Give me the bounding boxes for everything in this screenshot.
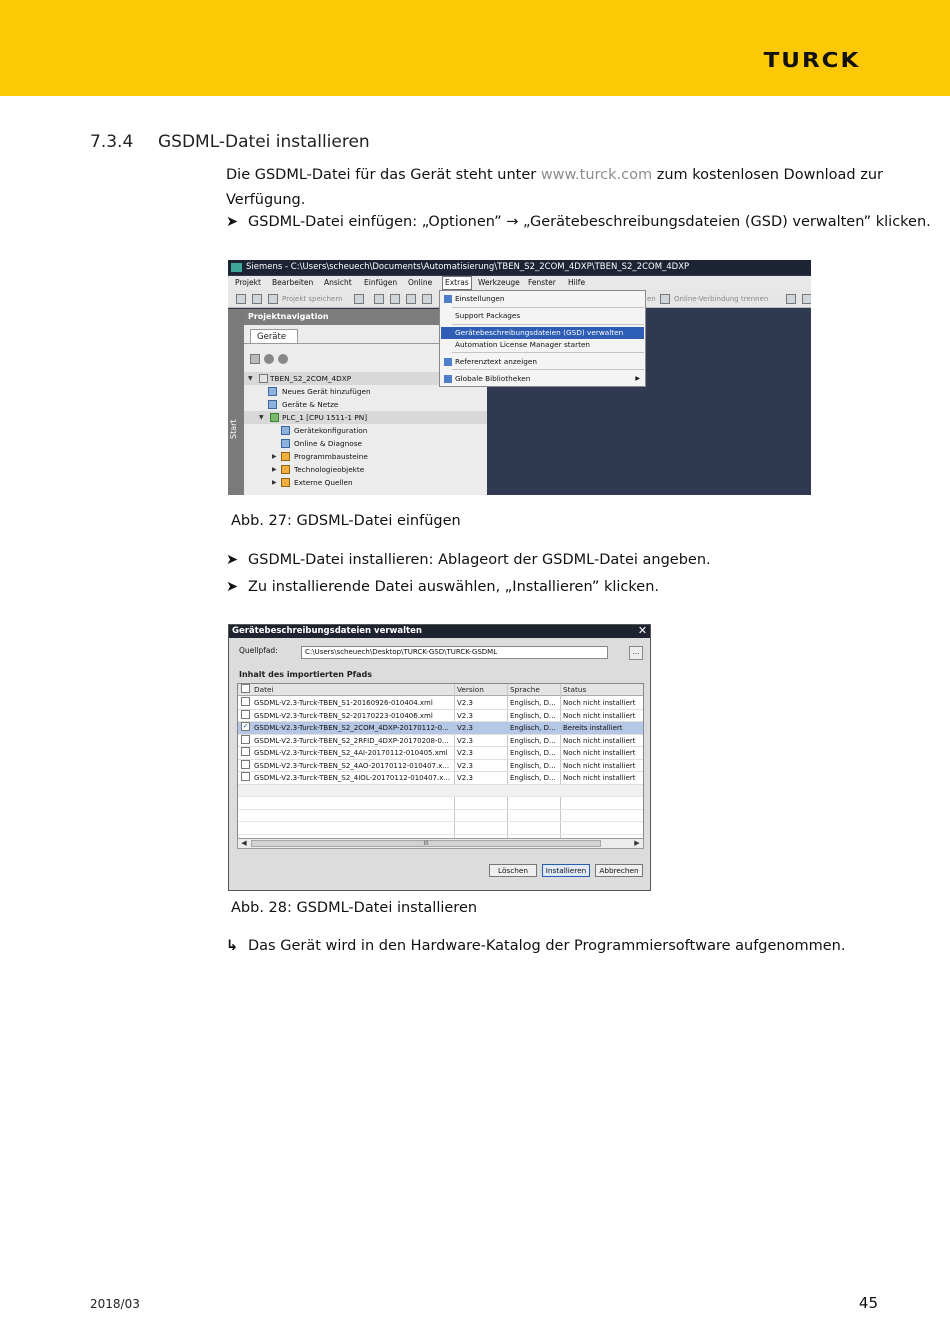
col-language[interactable]: Sprache bbox=[510, 685, 540, 694]
menu-item-global-libraries[interactable] bbox=[441, 373, 644, 385]
delete-icon[interactable] bbox=[422, 294, 432, 304]
footer-date: 2018/03 bbox=[90, 1297, 140, 1311]
intro-text-line2: Verfügung. bbox=[226, 192, 306, 208]
network-icon bbox=[268, 400, 277, 409]
diagnostics-icon bbox=[281, 439, 290, 448]
intro-text: Die GSDML-Datei für das Gerät steht unter bbox=[226, 167, 537, 183]
step-select-file bbox=[226, 577, 659, 597]
cell-version: V2.3 bbox=[457, 761, 473, 770]
cell-version: V2.3 bbox=[457, 724, 473, 732]
browse-button[interactable]: ... bbox=[629, 646, 643, 660]
tree-label: Geräte & Netze bbox=[282, 400, 339, 409]
menu-item-label: Globale Bibliotheken bbox=[455, 374, 531, 383]
cell-language: Englisch, D... bbox=[510, 711, 556, 720]
menu-hilfe[interactable]: Hilfe bbox=[568, 278, 586, 287]
table-row[interactable] bbox=[238, 735, 643, 748]
tree-label: TBEN_S2_2COM_4DXP bbox=[270, 374, 352, 383]
expand-icon[interactable]: ▶ bbox=[272, 479, 277, 486]
manage-gsd-dialog-screenshot bbox=[228, 624, 651, 891]
forward-icon[interactable] bbox=[278, 354, 288, 364]
section-title: GSDML-Datei installieren bbox=[158, 132, 370, 152]
cell-file: GSDML-V2.3-Turck-TBEN_S1-20160926-010404.xml bbox=[254, 699, 433, 707]
device-config-icon bbox=[281, 426, 290, 435]
save-project-label[interactable]: Projekt speichern bbox=[282, 295, 343, 303]
empty-row bbox=[238, 797, 643, 810]
empty-row bbox=[238, 822, 643, 835]
step-arrow-icon: ➤ bbox=[226, 579, 239, 595]
expand-icon[interactable]: ▶ bbox=[272, 466, 277, 473]
menu-bar bbox=[228, 276, 811, 290]
save-icon[interactable] bbox=[268, 294, 278, 304]
menu-werkzeuge[interactable]: Werkzeuge bbox=[478, 278, 520, 287]
expand-icon[interactable]: ▶ bbox=[272, 453, 277, 460]
cell-status: Noch nicht installiert bbox=[563, 761, 636, 770]
folder-icon bbox=[281, 478, 290, 487]
cell-version: V2.3 bbox=[457, 774, 473, 782]
reference-text-icon bbox=[444, 358, 452, 366]
cut-icon[interactable] bbox=[374, 294, 384, 304]
figure2-caption: Abb. 28: GSDML-Datei installieren bbox=[231, 900, 478, 916]
disconnect-icon[interactable] bbox=[660, 294, 670, 304]
project-icon bbox=[259, 374, 268, 383]
project-navigation-header: Projektnavigation bbox=[244, 309, 487, 325]
empty-row bbox=[238, 810, 643, 823]
delete-button[interactable]: Löschen bbox=[489, 864, 537, 877]
col-status[interactable]: Status bbox=[563, 685, 587, 694]
extras-dropdown-menu bbox=[439, 290, 646, 387]
cell-version: V2.3 bbox=[457, 699, 473, 707]
table-row[interactable] bbox=[238, 760, 643, 773]
menu-item-label: Referenztext anzeigen bbox=[455, 357, 537, 366]
cell-language: Englisch, D... bbox=[510, 774, 556, 782]
tree-item-technology-objects[interactable] bbox=[244, 463, 487, 476]
new-project-icon[interactable] bbox=[236, 294, 246, 304]
cell-language: Englisch, D... bbox=[510, 761, 556, 770]
cell-language: Englisch, D... bbox=[510, 736, 556, 745]
tree-toolbar bbox=[250, 349, 292, 368]
menu-bearbeiten[interactable]: Bearbeiten bbox=[272, 278, 314, 287]
table-row[interactable] bbox=[238, 697, 643, 710]
section-number: 7.3.4 bbox=[90, 132, 134, 152]
toolbar-text: en bbox=[647, 295, 656, 303]
library-icon bbox=[444, 375, 452, 383]
figure1-caption: Abb. 27: GDSML-Datei einfügen bbox=[231, 513, 461, 529]
folder-icon bbox=[281, 465, 290, 474]
table-row-selected[interactable] bbox=[238, 722, 643, 735]
cancel-button[interactable]: Abbrechen bbox=[595, 864, 643, 877]
back-icon[interactable] bbox=[264, 354, 274, 364]
expand-icon[interactable]: ▼ bbox=[248, 375, 253, 382]
cell-file: GSDML-V2.3-Turck-TBEN_S2-20170223-010406.xml bbox=[254, 711, 433, 720]
sidebar-label: Start bbox=[229, 419, 238, 439]
split-icon[interactable] bbox=[802, 294, 811, 304]
gsd-file-table bbox=[237, 683, 644, 848]
open-project-icon[interactable] bbox=[252, 294, 262, 304]
result-text: Das Gerät wird in den Hardware-Katalog der Programmiersoftware aufgenommen. bbox=[248, 938, 846, 954]
menu-separator bbox=[452, 369, 644, 370]
cell-status: Noch nicht installiert bbox=[563, 711, 636, 720]
cell-status: Bereits installiert bbox=[563, 724, 623, 732]
page-number: 45 bbox=[858, 1294, 878, 1312]
cell-status: Noch nicht installiert bbox=[563, 736, 636, 745]
paste-icon[interactable] bbox=[406, 294, 416, 304]
menu-item-license-manager[interactable]: Automation License Manager starten bbox=[455, 340, 591, 349]
show-overview-icon[interactable] bbox=[250, 354, 260, 364]
tree-label: Technologieobjekte bbox=[294, 465, 365, 474]
cell-language: Englisch, D... bbox=[510, 724, 556, 732]
step-insert bbox=[226, 212, 931, 232]
tree-label: Externe Quellen bbox=[294, 478, 353, 487]
cell-status: Noch nicht installiert bbox=[563, 749, 636, 757]
print-icon[interactable] bbox=[354, 294, 364, 304]
menu-ansicht[interactable]: Ansicht bbox=[324, 278, 352, 287]
tree-item-online-diagnostics[interactable] bbox=[244, 437, 487, 450]
expand-icon[interactable]: ▼ bbox=[259, 414, 264, 421]
intro-text-suffix: zum kostenlosen Download zur bbox=[656, 167, 884, 183]
tree-item-devices-networks[interactable] bbox=[244, 398, 487, 411]
source-path-input[interactable]: C:\Users\scheuech\Desktop\TURCK-GSD\TURCK-GSDML bbox=[301, 646, 608, 659]
start-sidebar[interactable] bbox=[228, 309, 244, 495]
scroll-thumb[interactable]: III bbox=[251, 840, 601, 847]
menu-item-settings[interactable] bbox=[441, 293, 644, 305]
row-checkbox[interactable] bbox=[241, 747, 250, 756]
cell-file: GSDML-V2.3-Turck-TBEN_S2_2RFID_4DXP-20170208-0... bbox=[254, 736, 449, 745]
step-text: GSDML-Datei installieren: Ablageort der GSDML-Datei angeben. bbox=[248, 552, 711, 568]
tree-label: Programmbausteine bbox=[294, 452, 368, 461]
row-checkbox-checked[interactable]: ✓ bbox=[242, 722, 249, 730]
tree-item-program-blocks[interactable] bbox=[244, 450, 487, 463]
menu-item-support-packages[interactable]: Support Packages bbox=[455, 311, 521, 320]
tree-label: Online & Diagnose bbox=[294, 439, 362, 448]
cell-language: Englisch, D... bbox=[510, 699, 556, 707]
tree-label: Neues Gerät hinzufügen bbox=[282, 387, 371, 396]
install-button[interactable]: Installieren bbox=[542, 864, 590, 877]
add-device-icon bbox=[268, 387, 277, 396]
svg-text:TURCK: TURCK bbox=[763, 48, 861, 70]
step-install bbox=[226, 550, 711, 570]
menu-item-label: Einstellungen bbox=[455, 294, 505, 303]
menu-einfuegen[interactable]: Einfügen bbox=[364, 278, 398, 287]
dialog-title: Gerätebeschreibungsdateien verwalten bbox=[229, 625, 650, 638]
step-text: Zu installierende Datei auswählen, „Installieren” klicken. bbox=[248, 579, 660, 595]
select-all-checkbox[interactable] bbox=[241, 684, 250, 693]
tia-portal-screenshot bbox=[228, 260, 811, 495]
tab-devices[interactable]: Geräte bbox=[250, 329, 298, 344]
row-checkbox[interactable] bbox=[241, 772, 250, 781]
menu-item-reference-text[interactable] bbox=[441, 356, 644, 368]
menu-separator bbox=[452, 352, 644, 353]
source-path-label: Quellpfad: bbox=[239, 646, 278, 655]
table-row[interactable] bbox=[238, 710, 643, 723]
window-title: Siemens - C:\Users\scheuech\Documents\Automatisierung\TBEN_S2_2COM_4DXP\TBEN_S2_2COM_4DXP bbox=[228, 260, 811, 275]
settings-icon bbox=[444, 295, 452, 303]
cell-language: Englisch, D... bbox=[510, 749, 556, 757]
row-checkbox[interactable] bbox=[241, 697, 250, 706]
menu-fenster[interactable]: Fenster bbox=[528, 278, 556, 287]
step-arrow-icon: ➤ bbox=[226, 214, 239, 230]
tree-label: PLC_1 [CPU 1511-1 PN] bbox=[282, 413, 368, 422]
copy-icon[interactable] bbox=[390, 294, 400, 304]
col-file[interactable]: Datei bbox=[254, 685, 274, 694]
tree-item-device-config[interactable] bbox=[244, 424, 487, 437]
close-icon[interactable]: ✕ bbox=[637, 624, 648, 637]
app-icon bbox=[231, 263, 242, 272]
result-statement bbox=[226, 936, 845, 956]
table-row[interactable] bbox=[238, 772, 643, 785]
tree-item-plc[interactable] bbox=[244, 411, 487, 424]
cell-file: GSDML-V2.3-Turck-TBEN_S2_4IOL-20170112-010407.x... bbox=[254, 774, 451, 782]
result-arrow-icon: ↳ bbox=[226, 938, 239, 954]
menu-separator bbox=[452, 307, 644, 308]
row-checkbox[interactable] bbox=[241, 760, 250, 769]
plc-icon bbox=[270, 413, 279, 422]
step-text: GSDML-Datei einfügen: „Optionen” → „Gerätebeschreibungsdateien (GSD) verwalten” klicken. bbox=[248, 214, 931, 230]
horizontal-scrollbar[interactable] bbox=[237, 838, 644, 849]
cell-status: Noch nicht installiert bbox=[563, 699, 636, 707]
accessible-icon[interactable] bbox=[786, 294, 796, 304]
turck-link[interactable]: www.turck.com bbox=[540, 167, 653, 183]
scroll-right-icon[interactable]: ▶ bbox=[634, 839, 640, 847]
table-header bbox=[238, 684, 643, 696]
step-arrow-icon: ➤ bbox=[226, 552, 239, 568]
cell-version: V2.3 bbox=[457, 711, 473, 720]
menu-extras[interactable]: Extras bbox=[442, 276, 472, 290]
submenu-arrow-icon: ▶ bbox=[635, 375, 640, 382]
online-disconnect-label[interactable]: Online-Verbindung trennen bbox=[674, 295, 769, 303]
cell-file: GSDML-V2.3-Turck-TBEN_S2_4AI-20170112-010405.xml bbox=[254, 749, 448, 757]
tree-label: Gerätekonfiguration bbox=[294, 426, 368, 435]
menu-projekt[interactable]: Projekt bbox=[235, 278, 261, 287]
imported-path-heading: Inhalt des importierten Pfads bbox=[239, 670, 372, 679]
row-checkbox[interactable] bbox=[241, 710, 250, 719]
folder-icon bbox=[281, 452, 290, 461]
cell-status: Noch nicht installiert bbox=[563, 774, 636, 782]
col-version[interactable]: Version bbox=[457, 685, 484, 694]
cell-file: GSDML-V2.3-Turck-TBEN_S2_2COM_4DXP-20170112-0... bbox=[254, 724, 449, 732]
cell-version: V2.3 bbox=[457, 749, 473, 757]
menu-item-manage-gsd[interactable]: Gerätebeschreibungsdateien (GSD) verwalten bbox=[441, 327, 644, 339]
menu-online[interactable]: Online bbox=[408, 278, 433, 287]
cell-version: V2.3 bbox=[457, 736, 473, 745]
row-checkbox[interactable] bbox=[241, 735, 250, 744]
empty-row bbox=[238, 785, 643, 798]
intro-paragraph bbox=[226, 163, 883, 213]
cell-file: GSDML-V2.3-Turck-TBEN_S2_4AO-20170112-010407.x... bbox=[254, 761, 450, 770]
table-row[interactable] bbox=[238, 747, 643, 760]
scroll-left-icon[interactable]: ◀ bbox=[241, 839, 247, 847]
tree-item-external-sources[interactable] bbox=[244, 476, 487, 489]
turck-logo bbox=[725, 48, 900, 70]
menu-separator bbox=[452, 324, 644, 325]
